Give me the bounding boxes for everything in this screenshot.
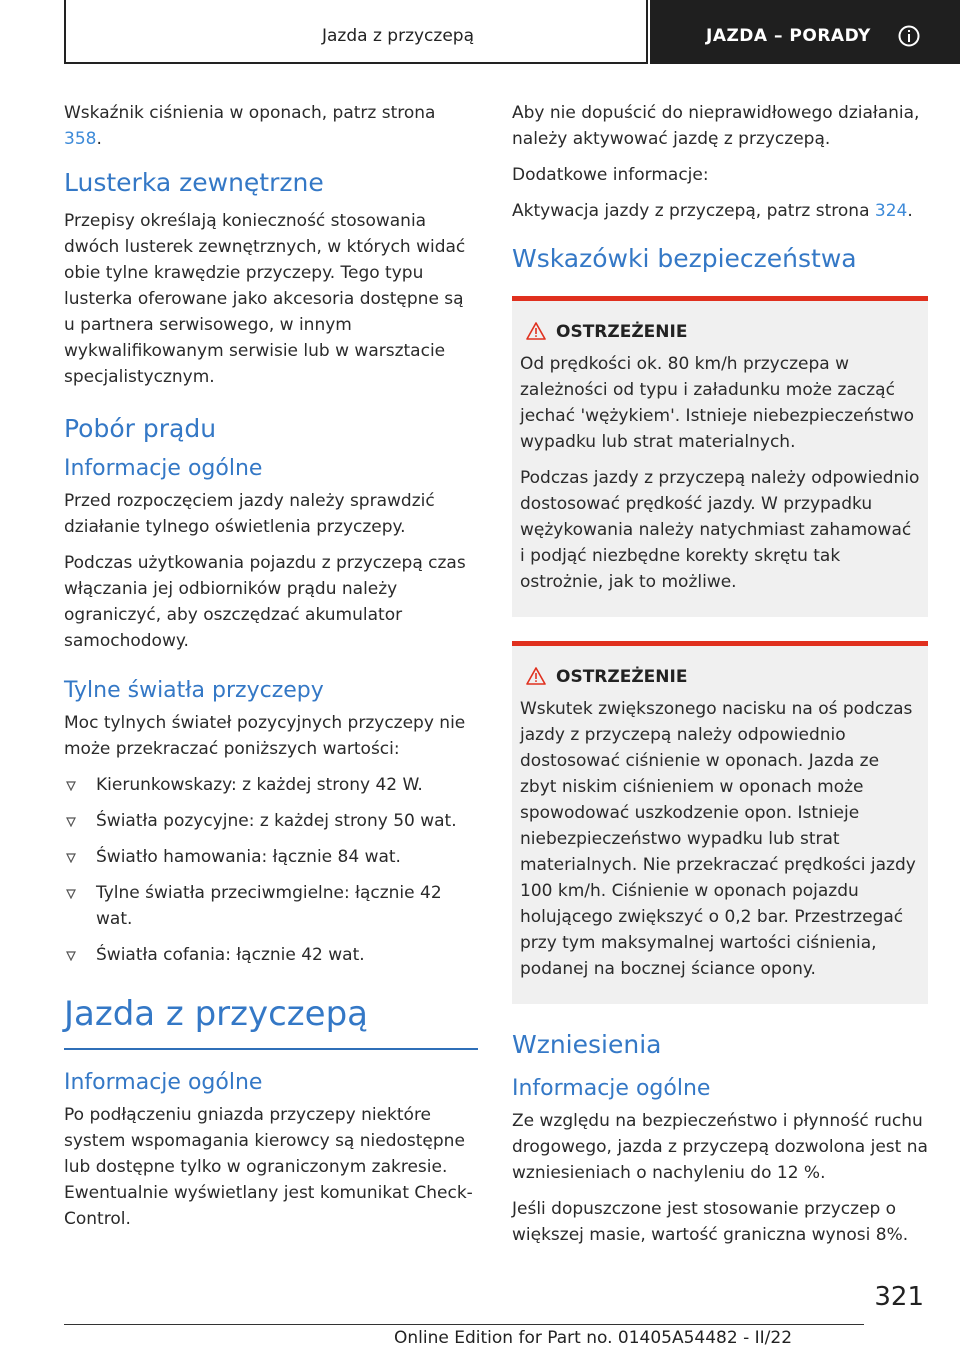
- left-column: [64, 100, 478, 1242]
- lights-paragraph: Moc tylnych świateł pozycyjnych przyczepy nie może przekraczać poniższych wartości:: [64, 713, 466, 759]
- list-item-text: Światła pozycyjne: z każdej strony 50 wat.: [96, 811, 457, 831]
- header-section-box: [64, 0, 648, 64]
- right-paragraph-3: [512, 198, 928, 224]
- intro-end: .: [96, 129, 102, 149]
- trailer-paragraph: Po podłączeniu gniazda przyczepy niektóre system wspomagania kierowcy są niedostępne lub dostępne tylko w ograniczonym zakresie. Ewentualnie wyświetlany jest komunikat Check-Control.: [64, 1105, 473, 1229]
- triangle-bullet-icon: [66, 853, 76, 863]
- trailer-subheading: Informacje ogólne: [64, 1070, 263, 1095]
- power-subheading: Informacje ogólne: [64, 456, 263, 481]
- info-icon: [898, 25, 920, 47]
- power-paragraph-1: Przed rozpoczęciem jazdy należy sprawdzić działanie tylnego oświetlenia przyczepy.: [64, 491, 435, 537]
- lights-heading: Tylne światła przyczepy: [64, 678, 324, 703]
- activation-text: Aktywacja jazdy z przyczepą, patrz strona: [512, 201, 875, 221]
- list-item: [64, 880, 478, 932]
- footer-edition: Online Edition for Part no. 01405A54482 - II/22: [394, 1328, 793, 1348]
- mirrors-paragraph: Przepisy określają konieczność stosowania dwóch lusterek zewnętrznych, w których widać obie tylne krawędzie przyczepy. Tego typu lusterka oferowane jako akcesoria dostępne są u partnera serwisowego, w innym wykwalifikowanym serwisie lub w warsztacie specjalistycznym.: [64, 211, 466, 387]
- warning-title-1: [520, 319, 920, 345]
- footer-divider: [64, 1324, 864, 1325]
- triangle-bullet-icon: [66, 781, 76, 791]
- page-link-324[interactable]: 324: [874, 201, 908, 221]
- list-item: [64, 844, 478, 870]
- slopes-paragraph-1: Ze względu na bezpieczeństwo i płynność ruchu drogowego, jazda z przyczepą dozwolona jest na wzniesieniach o nachyleniu do 12 %.: [512, 1111, 928, 1183]
- header-chapter-title: JAZDA – PORADY: [706, 26, 871, 46]
- warning-1-paragraph-1: Od prędkości ok. 80 km/h przyczepa w zależności od typu i załadunku może zacząć jechać 'wężykiem'. Istnieje niebezpieczeństwo wypadku lub strat materialnych.: [520, 354, 915, 452]
- warning-title-text: OSTRZEŻENIE: [556, 322, 688, 342]
- list-item-text: Tylne światła przeciwmgielne: łącznie 42 wat.: [96, 883, 442, 929]
- right-column: [512, 100, 928, 1258]
- safety-heading: Wskazówki bezpieczeństwa: [512, 244, 857, 273]
- list-item: [64, 772, 478, 798]
- slopes-heading: Wzniesienia: [512, 1030, 662, 1059]
- list-item-text: Kierunkowskazy: z każdej strony 42 W.: [96, 775, 423, 795]
- slopes-subheading: Informacje ogólne: [512, 1076, 711, 1101]
- triangle-bullet-icon: [66, 889, 76, 899]
- warning-triangle-icon: [526, 667, 546, 685]
- right-paragraph-1: Aby nie dopuścić do nieprawidłowego działania, należy aktywować jazdę z przyczepą.: [512, 103, 920, 149]
- warning-box-2: [512, 641, 928, 1004]
- triangle-bullet-icon: [66, 951, 76, 961]
- warning-2-paragraph-1: Wskutek zwiększonego nacisku na oś podczas jazdy z przyczepą należy odpowiednio dostosować ciśnienie w oponach. Jazda ze zbyt niskim ciśnieniem w oponach może spowodować uszkodzenie opon. Istnieje niebezpieczeństwo wypadku lub strat materialnych. Nie przekraczać prędkości jazdy 100 km/h. Ciśnienie w oponach pojazdu holującego zwiększyć o 0,2 bar. Przestrzegać przy tym maksymalnej wartości ciśnienia, podanej na bocznej ściance opony.: [520, 699, 916, 979]
- warning-triangle-icon: [526, 322, 546, 340]
- intro-paragraph: [64, 100, 478, 152]
- power-heading: Pobór prądu: [64, 414, 217, 443]
- trailer-heading: Jazda z przyczepą: [64, 990, 478, 1050]
- power-paragraph-2: Podczas użytkowania pojazdu z przyczepą czas włączania jej odbiorników prądu należy ograniczyć, aby oszczędzać akumulator samochodowy.: [64, 553, 466, 651]
- intro-text: Wskaźnik ciśnienia w oponach, patrz strona: [64, 103, 436, 123]
- page-link-358[interactable]: 358: [64, 129, 97, 149]
- warning-1-paragraph-2: Podczas jazdy z przyczepą należy odpowiednio dostosować prędkość jazdy. W przypadku wężykowania należy natychmiast zahamować i podjąć niezbędne korekty skrętu tak ostrożnie, jak to możliwe.: [520, 468, 920, 592]
- right-paragraph-2: Dodatkowe informacje:: [512, 165, 709, 185]
- list-item: [64, 942, 478, 968]
- header-section-title: Jazda z przyczepą: [322, 26, 474, 46]
- warning-box-1: [512, 296, 928, 617]
- warning-title-2: [520, 664, 920, 690]
- warning-title-text: OSTRZEŻENIE: [556, 667, 688, 687]
- triangle-bullet-icon: [66, 817, 76, 827]
- lights-list: [64, 772, 478, 968]
- activation-end: .: [907, 201, 913, 221]
- header-chapter-box: [650, 0, 960, 64]
- list-item-text: Światła cofania: łącznie 42 wat.: [96, 945, 365, 965]
- list-item: [64, 808, 478, 834]
- slopes-paragraph-2: Jeśli dopuszczone jest stosowanie przyczep o większej masie, wartość graniczna wynosi 8%.: [512, 1199, 909, 1245]
- list-item-text: Światło hamowania: łącznie 84 wat.: [96, 847, 401, 867]
- page-number: 321: [874, 1282, 924, 1312]
- mirrors-heading: Lusterka zewnętrzne: [64, 168, 324, 197]
